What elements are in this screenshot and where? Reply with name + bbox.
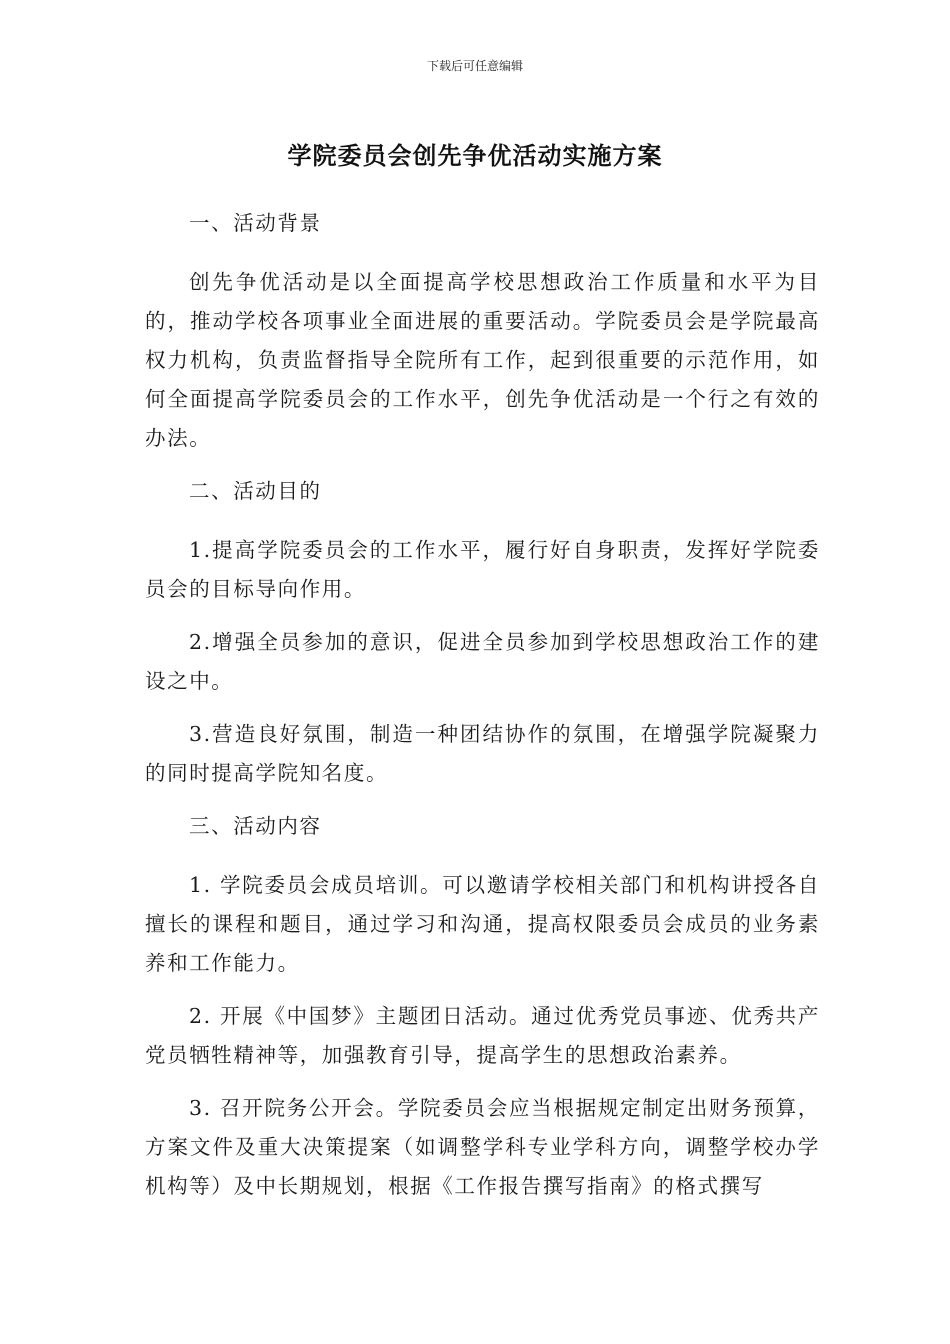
section-heading-purpose: 二、活动目的 xyxy=(189,479,322,503)
document-title: 学院委员会创先争优活动实施方案 xyxy=(287,142,663,170)
paragraph: 创先争优活动是以全面提高学校思想政治工作质量和水平为目的，推动学校各项事业全面进展的重要活动。学院委员会是学院最高权力机构，负责监督指导全院所有工作，起到很重要的示范作用，如何全面提高学院委员会的工作水平，创先争优活动是一个行之有效的办法。 xyxy=(145,270,820,450)
section-heading-background: 一、活动背景 xyxy=(189,211,322,235)
document-body xyxy=(145,204,820,1220)
paragraph: 3. 召开院务公开会。学院委员会应当根据规定制定出财务预算，方案文件及重大决策提案（如调整学科专业学科方向，调整学校办学机构等）及中长期规划，根据《工作报告撰写指南》的格式撰写 xyxy=(145,1096,820,1198)
paragraph: 1.提高学院委员会的工作水平，履行好自身职责，发挥好学院委员会的目标导向作用。 xyxy=(145,538,820,601)
section-heading-content: 三、活动内容 xyxy=(189,814,322,838)
paragraph: 2.增强全员参加的意识，促进全员参加到学校思想政治工作的建设之中。 xyxy=(145,630,820,693)
paragraph: 3.营造良好氛围，制造一种团结协作的氛围，在增强学院凝聚力的同时提高学院知名度。 xyxy=(145,722,820,785)
header-note: 下载后可任意编辑 xyxy=(426,59,523,73)
paragraph: 2. 开展《中国梦》主题团日活动。通过优秀党员事迹、优秀共产党员牺牲精神等，加强教育引导，提高学生的思想政治素养。 xyxy=(145,1004,820,1067)
paragraph: 1. 学院委员会成员培训。可以邀请学校相关部门和机构讲授各自擅长的课程和题目，通过学习和沟通，提高权限委员会成员的业务素养和工作能力。 xyxy=(145,873,820,975)
